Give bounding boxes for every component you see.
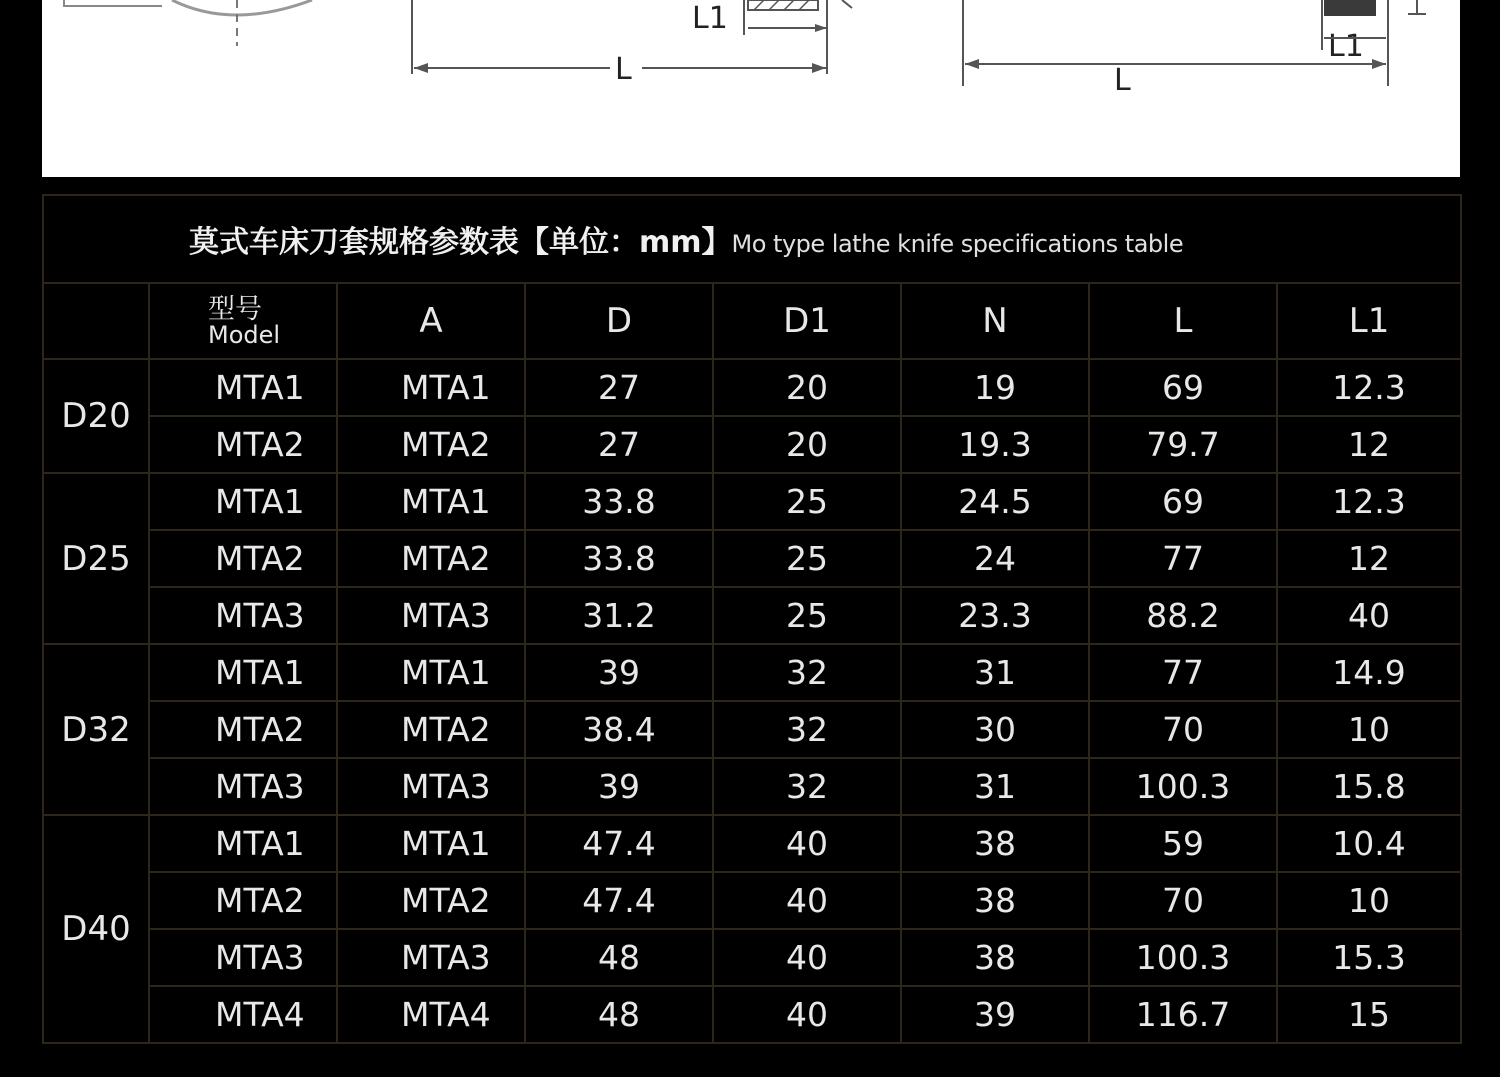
cell-model: MTA2	[149, 701, 337, 758]
cell-n: 39	[901, 986, 1089, 1043]
table-row	[43, 587, 1461, 644]
right-l-label: L	[1114, 63, 1131, 98]
header-l1: L1	[1277, 283, 1461, 359]
cell-model: MTA2	[149, 416, 337, 473]
cell-n: 19.3	[901, 416, 1089, 473]
cell-l1: 40	[1277, 587, 1461, 644]
group-label: D25	[43, 473, 149, 644]
cell-a: MTA3	[337, 587, 525, 644]
cell-n: 38	[901, 929, 1089, 986]
circle-view-arc	[172, 0, 312, 15]
cell-n: 19	[901, 359, 1089, 416]
cell-l: 116.7	[1089, 986, 1277, 1043]
cell-n: 31	[901, 644, 1089, 701]
circle-view-outline	[64, 0, 162, 6]
header-model	[149, 283, 337, 359]
cell-d: 48	[525, 986, 713, 1043]
dimension-drawing	[42, 0, 1460, 177]
cell-d: 33.8	[525, 530, 713, 587]
cell-d1: 40	[713, 986, 901, 1043]
cell-l1: 10	[1277, 701, 1461, 758]
cell-model: MTA2	[149, 872, 337, 929]
cell-l1: 15.3	[1277, 929, 1461, 986]
cell-d1: 32	[713, 758, 901, 815]
table-row	[43, 530, 1461, 587]
cell-d: 33.8	[525, 473, 713, 530]
cell-l1: 10.4	[1277, 815, 1461, 872]
cell-model: MTA4	[149, 986, 337, 1043]
cell-model: MTA1	[149, 359, 337, 416]
cell-d: 27	[525, 359, 713, 416]
table-row	[43, 701, 1461, 758]
table-row	[43, 815, 1461, 872]
left-l-label: L	[615, 52, 632, 87]
cell-d1: 20	[713, 359, 901, 416]
cell-n: 38	[901, 815, 1089, 872]
cell-a: MTA3	[337, 929, 525, 986]
header-a: A	[337, 283, 525, 359]
cell-a: MTA2	[337, 416, 525, 473]
cell-d1: 25	[713, 587, 901, 644]
cell-l: 100.3	[1089, 929, 1277, 986]
cell-a: MTA3	[337, 758, 525, 815]
cell-n: 24.5	[901, 473, 1089, 530]
cell-n: 30	[901, 701, 1089, 758]
cell-l: 69	[1089, 473, 1277, 530]
cell-d1: 40	[713, 815, 901, 872]
cell-a: MTA2	[337, 701, 525, 758]
cell-l1: 12.3	[1277, 473, 1461, 530]
header-n: N	[901, 283, 1089, 359]
group-label: D20	[43, 359, 149, 473]
cell-d1: 40	[713, 872, 901, 929]
technical-drawing-panel	[42, 0, 1460, 177]
table-row	[43, 644, 1461, 701]
group-label: D40	[43, 815, 149, 1043]
cell-d1: 25	[713, 530, 901, 587]
header-model-cn: 型号	[208, 293, 262, 325]
cell-model: MTA2	[149, 530, 337, 587]
header-l: L	[1089, 283, 1277, 359]
cell-n: 38	[901, 872, 1089, 929]
cell-n: 24	[901, 530, 1089, 587]
cell-l: 79.7	[1089, 416, 1277, 473]
cell-d1: 32	[713, 701, 901, 758]
cell-model: MTA1	[149, 815, 337, 872]
right-l1-label: L1	[1328, 29, 1364, 64]
left-l1-label: L1	[692, 1, 728, 36]
cell-l: 59	[1089, 815, 1277, 872]
table-title-row	[43, 195, 1461, 283]
cell-l1: 14.9	[1277, 644, 1461, 701]
cell-d: 27	[525, 416, 713, 473]
cell-a: MTA2	[337, 872, 525, 929]
cell-d: 47.4	[525, 815, 713, 872]
cell-l1: 12	[1277, 530, 1461, 587]
cell-l: 69	[1089, 359, 1277, 416]
cell-l1: 15.8	[1277, 758, 1461, 815]
header-d1: D1	[713, 283, 901, 359]
cell-a: MTA1	[337, 473, 525, 530]
cell-model: MTA3	[149, 587, 337, 644]
cell-n: 23.3	[901, 587, 1089, 644]
cell-l: 77	[1089, 644, 1277, 701]
cell-a: MTA2	[337, 530, 525, 587]
cell-d: 48	[525, 929, 713, 986]
header-model-en: Model	[208, 320, 281, 349]
group-label: D32	[43, 644, 149, 815]
cell-d1: 40	[713, 929, 901, 986]
table-row	[43, 929, 1461, 986]
cell-model: MTA1	[149, 644, 337, 701]
cell-d: 38.4	[525, 701, 713, 758]
table-row	[43, 986, 1461, 1043]
cell-l1: 12	[1277, 416, 1461, 473]
cell-l: 70	[1089, 872, 1277, 929]
cell-d: 39	[525, 758, 713, 815]
table-title	[43, 195, 1461, 283]
header-group-blank	[43, 283, 149, 359]
table-row	[43, 473, 1461, 530]
table-title-en: Mo type lathe knife specifications table	[731, 230, 1184, 258]
table-title-cn: 莫式车床刀套规格参数表【单位：mm】	[189, 225, 732, 260]
cell-a: MTA4	[337, 986, 525, 1043]
cell-d1: 25	[713, 473, 901, 530]
cell-model: MTA1	[149, 473, 337, 530]
cell-d: 31.2	[525, 587, 713, 644]
table-row	[43, 359, 1461, 416]
cell-a: MTA1	[337, 815, 525, 872]
header-d: D	[525, 283, 713, 359]
table-row	[43, 758, 1461, 815]
cell-model: MTA3	[149, 758, 337, 815]
cell-l: 77	[1089, 530, 1277, 587]
cell-a: MTA1	[337, 359, 525, 416]
specifications-table	[42, 194, 1462, 1044]
cell-l: 70	[1089, 701, 1277, 758]
cell-l1: 10	[1277, 872, 1461, 929]
cell-d: 39	[525, 644, 713, 701]
cell-d: 47.4	[525, 872, 713, 929]
right-dark-section	[1324, 0, 1376, 16]
cell-l1: 12.3	[1277, 359, 1461, 416]
table-row	[43, 416, 1461, 473]
cell-l: 100.3	[1089, 758, 1277, 815]
cell-d1: 32	[713, 644, 901, 701]
cell-d1: 20	[713, 416, 901, 473]
cell-model: MTA3	[149, 929, 337, 986]
cell-n: 31	[901, 758, 1089, 815]
table-header-row	[43, 283, 1461, 359]
cell-l: 88.2	[1089, 587, 1277, 644]
cell-a: MTA1	[337, 644, 525, 701]
cell-l1: 15	[1277, 986, 1461, 1043]
table-row	[43, 872, 1461, 929]
